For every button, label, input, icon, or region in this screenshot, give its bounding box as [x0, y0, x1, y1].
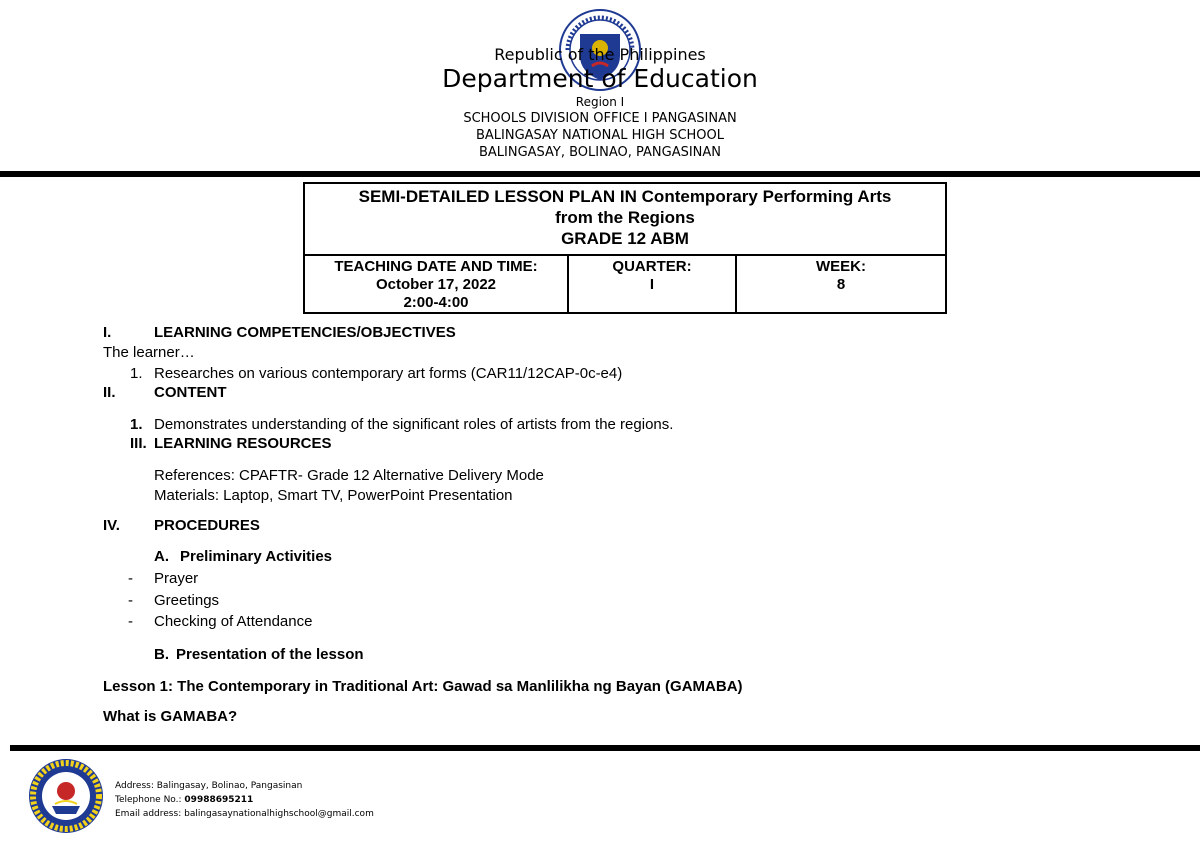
- header-divider: [0, 171, 1200, 177]
- footer-email-label: Email address:: [115, 809, 182, 819]
- activity-item: Checking of Attendance: [154, 613, 313, 630]
- materials-text: Materials: Laptop, Smart TV, PowerPoint Presentation: [154, 487, 513, 504]
- references-text: References: CPAFTR- Grade 12 Alternative Delivery Mode: [154, 467, 544, 484]
- teaching-date-label: TEACHING DATE AND TIME:: [334, 258, 538, 275]
- section-1-number: I.: [103, 324, 112, 341]
- section-2-number: II.: [103, 384, 116, 401]
- section-4-number: IV.: [103, 517, 120, 534]
- lesson-plan-table: [303, 182, 947, 314]
- objective-1-text: Researches on various contemporary art forms (CAR11/12CAP-0c-e4): [154, 365, 623, 382]
- department-heading: Department of Education: [442, 64, 758, 93]
- section-1-title: LEARNING COMPETENCIES/OBJECTIVES: [154, 324, 456, 341]
- learner-intro: The learner…: [103, 344, 195, 361]
- lesson-plan-grade: GRADE 12 ABM: [561, 229, 689, 248]
- activity-item: Prayer: [154, 570, 199, 587]
- footer-address-value: Balingasay, Bolinao, Pangasinan: [156, 781, 303, 791]
- school-heading: BALINGASAY NATIONAL HIGH SCHOOL: [475, 128, 725, 143]
- footer-email-value: balingasaynationalhighschool@gmail.com: [184, 809, 374, 819]
- week-cell: [736, 255, 946, 313]
- subsection-b-title: Presentation of the lesson: [176, 646, 364, 663]
- republic-heading: Republic of the Philippines: [494, 45, 706, 64]
- footer-telephone-value: 09988695211: [184, 795, 254, 805]
- section-2-title: CONTENT: [154, 384, 227, 401]
- teaching-date-value: October 17, 2022: [375, 276, 497, 293]
- section-3-number: III.: [130, 435, 147, 452]
- activity-item: Greetings: [154, 592, 220, 609]
- gamaba-question: What is GAMABA?: [103, 708, 238, 725]
- quarter-label: QUARTER:: [612, 258, 692, 275]
- footer-divider: [10, 745, 1200, 751]
- subsection-b-label: B.: [154, 646, 169, 663]
- region-heading: Region I: [575, 95, 625, 109]
- content-1-number: 1.: [130, 416, 143, 433]
- quarter-value: I: [649, 276, 655, 293]
- subsection-a-label: A.: [154, 548, 169, 565]
- footer-telephone: [115, 795, 253, 805]
- footer-address-label: Address:: [115, 781, 154, 791]
- week-label: WEEK:: [816, 258, 866, 275]
- lesson-title: Lesson 1: The Contemporary in Traditional Art: Gawad sa Manlilikha ng Bayan (GAMABA): [103, 678, 743, 695]
- activity-bullet: -: [128, 570, 133, 587]
- footer-email: [115, 809, 374, 819]
- quarter-cell: [568, 255, 736, 313]
- teaching-time-value: 2:00-4:00: [403, 294, 469, 311]
- content-1-text: Demonstrates understanding of the significant roles of artists from the regions.: [154, 416, 674, 433]
- footer-address: [115, 781, 302, 791]
- lesson-plan-title-cell: [304, 183, 946, 255]
- week-value: 8: [836, 276, 846, 293]
- activity-bullet: -: [128, 613, 133, 630]
- objective-1-number: 1.: [130, 365, 143, 382]
- section-4-title: PROCEDURES: [154, 517, 260, 534]
- division-heading: SCHOOLS DIVISION OFFICE I PANGASINAN: [463, 111, 737, 126]
- teaching-date-cell: [304, 255, 568, 313]
- activity-bullet: -: [128, 592, 133, 609]
- section-3-title: LEARNING RESOURCES: [154, 435, 332, 452]
- school-seal-logo: [28, 758, 104, 834]
- lesson-plan-title-line2: from the Regions: [555, 208, 695, 227]
- subsection-a-title: Preliminary Activities: [180, 548, 333, 565]
- school-address-heading: BALINGASAY, BOLINAO, PANGASINAN: [478, 145, 722, 160]
- footer-telephone-label: Telephone No.:: [115, 795, 182, 805]
- lesson-plan-title-line1: SEMI-DETAILED LESSON PLAN IN Contemporary Performing Arts: [358, 187, 892, 206]
